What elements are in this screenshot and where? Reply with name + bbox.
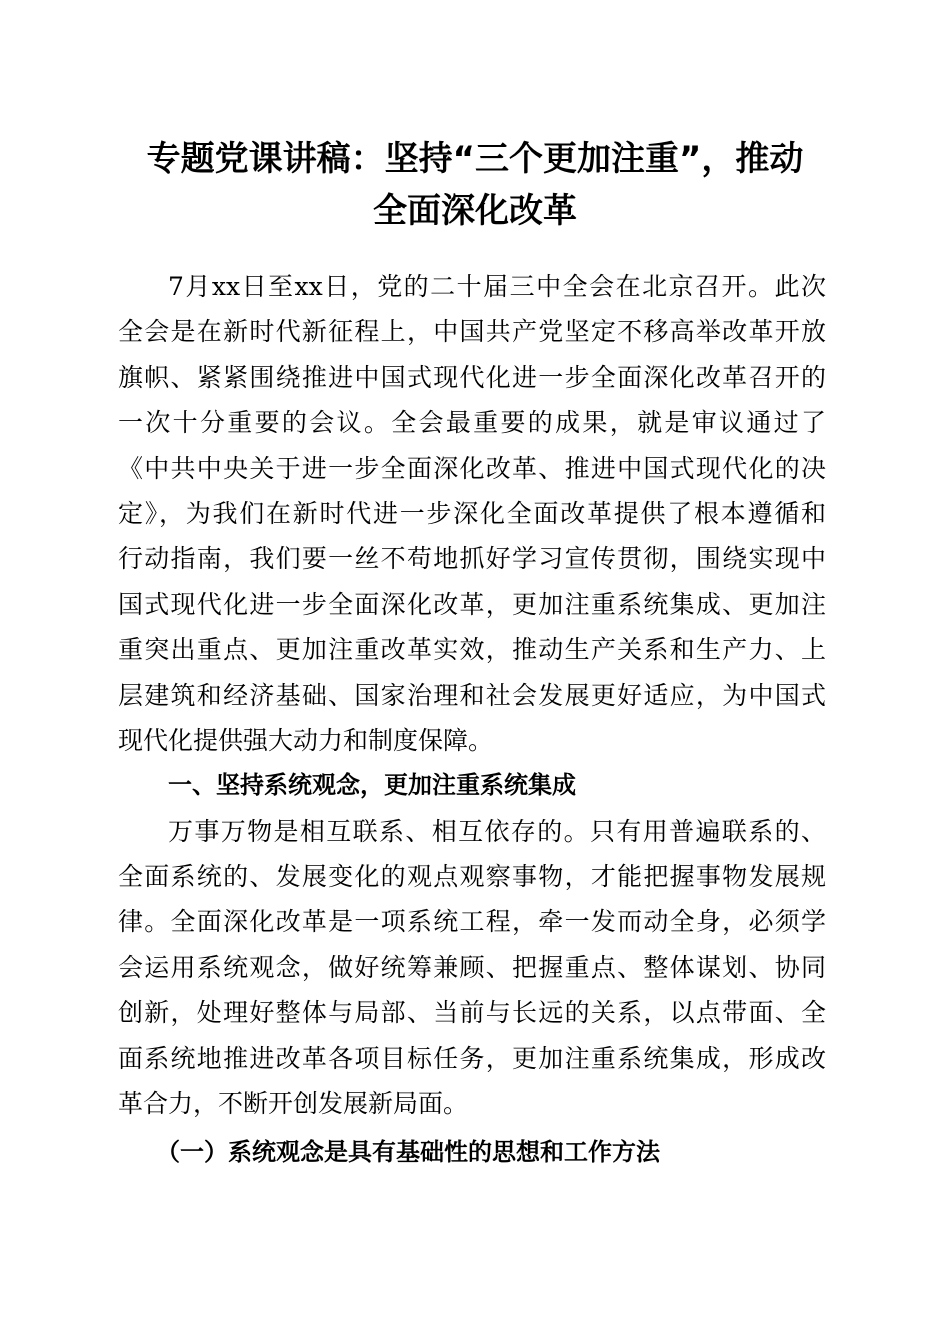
- title-line-1: 专题党课讲稿：坚持“三个更加注重”，推动: [146, 139, 804, 179]
- paragraph-line: 国式现代化进一步全面深化改革，更加注重系统集成、更加注: [118, 589, 826, 619]
- paragraph-line: 会运用系统观念，做好统筹兼顾、把握重点、整体谋划、协同: [118, 952, 826, 982]
- paragraph-line: 一次十分重要的会议。全会最重要的成果，就是审议通过了: [118, 408, 826, 438]
- subsection-heading: （一）系统观念是具有基础性的思想和工作方法: [156, 1137, 660, 1167]
- paragraph-line: 革合力，不断开创发展新局面。: [118, 1089, 469, 1119]
- document-title: [100, 133, 850, 237]
- intro-paragraph: [118, 264, 826, 763]
- title-line-2: 全面深化改革: [373, 191, 577, 231]
- paragraph-line: 7月xx日至xx日，党的二十届三中全会在北京召开。此次: [168, 272, 826, 301]
- document-body: [118, 264, 826, 1176]
- paragraph-line: 旗帜、紧紧围绕推进中国式现代化进一步全面深化改革召开的: [118, 362, 826, 392]
- paragraph-line: 定》，为我们在新时代进一步深化全面改革提供了根本遵循和: [118, 498, 826, 528]
- paragraph-line: 律。全面深化改革是一项系统工程，牵一发而动全身，必须学: [118, 907, 826, 937]
- section-paragraph: [118, 809, 826, 1127]
- paragraph-line: 《中共中央关于进一步全面深化改革、推进中国式现代化的决: [118, 453, 826, 483]
- paragraph-line: 万事万物是相互联系、相互依存的。只有用普遍联系的、: [168, 816, 826, 846]
- section-heading: 一、坚持系统观念，更加注重系统集成: [168, 771, 576, 800]
- paragraph-line: 面系统地推进改革各项目标任务，更加注重系统集成，形成改: [118, 1043, 826, 1073]
- paragraph-line: 重突出重点、更加注重改革实效，推动生产关系和生产力、上: [118, 635, 826, 665]
- paragraph-line: 创新，处理好整体与局部、当前与长远的关系，以点带面、全: [118, 998, 826, 1028]
- paragraph-line: 现代化提供强大动力和制度保障。: [118, 725, 494, 755]
- paragraph-line: 全会是在新时代新征程上，中国共产党坚定不移高举改革开放: [118, 317, 826, 347]
- paragraph-line: 行动指南，我们要一丝不苟地抓好学习宣传贯彻，围绕实现中: [118, 544, 826, 574]
- paragraph-line: 层建筑和经济基础、国家治理和社会发展更好适应，为中国式: [118, 680, 826, 710]
- paragraph-line: 全面系统的、发展变化的观点观察事物，才能把握事物发展规: [118, 862, 826, 892]
